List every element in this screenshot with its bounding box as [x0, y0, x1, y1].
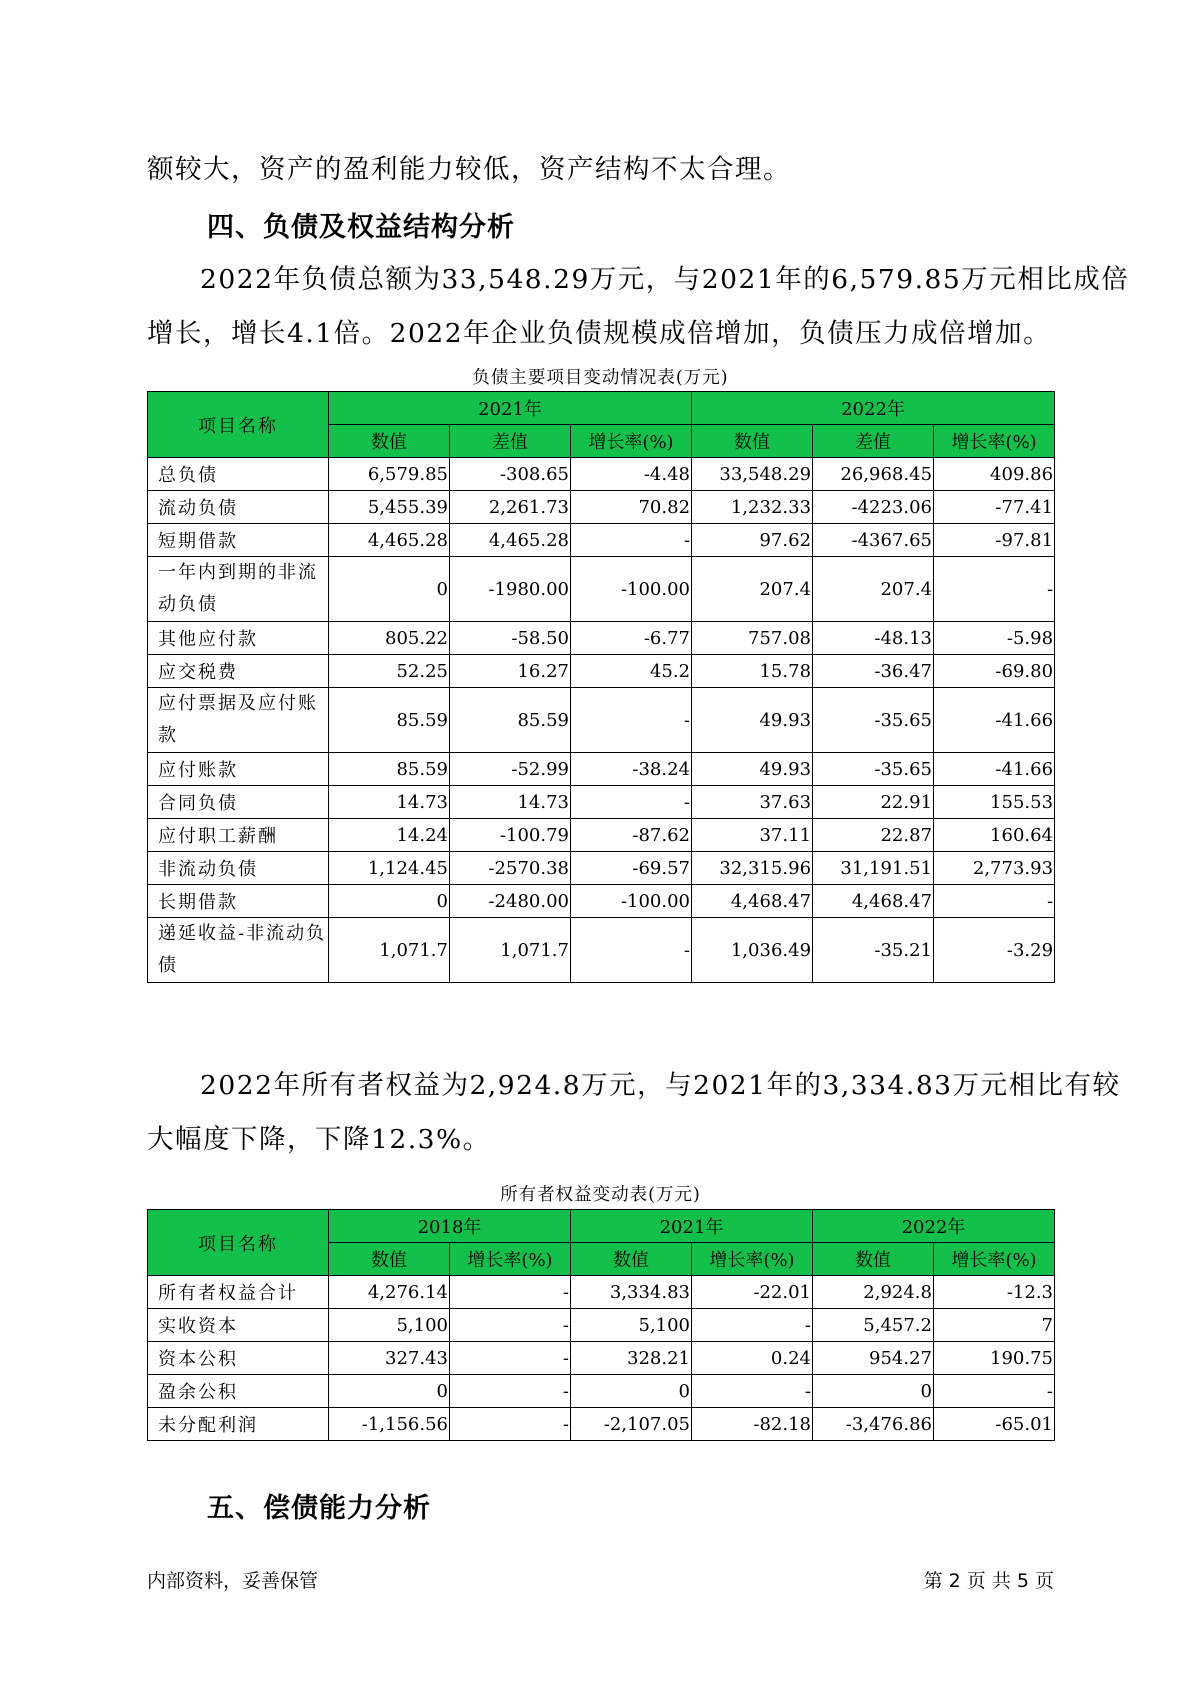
cell-rate: -	[692, 1309, 813, 1342]
cell-value: 6,579.85	[329, 458, 450, 491]
cell-diff: -48.13	[813, 622, 934, 655]
column-header-item: 项目名称	[148, 392, 329, 458]
cell-value: 327.43	[329, 1342, 450, 1375]
column-header-year-2018: 2018年	[329, 1210, 571, 1243]
cell-value: -2,107.05	[571, 1408, 692, 1441]
column-header-value: 数值	[329, 425, 450, 458]
cell-rate: -12.3	[934, 1276, 1055, 1309]
table-row	[148, 557, 1055, 622]
table-row	[148, 491, 1055, 524]
cell-diff: 14.73	[450, 786, 571, 819]
cell-diff: -58.50	[450, 622, 571, 655]
cell-rate: -87.62	[571, 819, 692, 852]
cell-rate: 160.64	[934, 819, 1055, 852]
cell-diff: -2570.38	[450, 852, 571, 885]
column-header-year-2021: 2021年	[571, 1210, 813, 1243]
cell-value: 37.11	[692, 819, 813, 852]
row-label: 流动负债	[148, 491, 329, 524]
column-header-year-2021: 2021年	[329, 392, 692, 425]
cell-value: 1,036.49	[692, 918, 813, 983]
table-row	[148, 622, 1055, 655]
row-label: 其他应付款	[148, 622, 329, 655]
row-label: 盈余公积	[148, 1375, 329, 1408]
cell-value: 0	[813, 1375, 934, 1408]
cell-rate: -65.01	[934, 1408, 1055, 1441]
cell-diff: 1,071.7	[450, 918, 571, 983]
row-label: 资本公积	[148, 1342, 329, 1375]
cell-value: 1,124.45	[329, 852, 450, 885]
column-header-rate: 增长率(%)	[934, 425, 1055, 458]
equity-table-caption: 所有者权益变动表(万元)	[500, 1185, 701, 1205]
cell-value: -3,476.86	[813, 1408, 934, 1441]
cell-rate: -	[934, 557, 1055, 622]
row-label: 应交税费	[148, 655, 329, 688]
cell-rate: -41.66	[934, 753, 1055, 786]
cell-rate: -5.98	[934, 622, 1055, 655]
section-heading-solvency: 五、偿债能力分析	[207, 1493, 431, 1524]
cell-rate: -100.00	[571, 557, 692, 622]
cell-value: 0	[571, 1375, 692, 1408]
cell-value: 757.08	[692, 622, 813, 655]
column-header-rate: 增长率(%)	[450, 1243, 571, 1276]
cell-rate: -	[571, 524, 692, 557]
cell-value: 85.59	[329, 753, 450, 786]
cell-value: 805.22	[329, 622, 450, 655]
cell-rate: -97.81	[934, 524, 1055, 557]
column-header-diff: 差值	[450, 425, 571, 458]
cell-value: 97.62	[692, 524, 813, 557]
cell-diff: -4223.06	[813, 491, 934, 524]
row-label: 一年内到期的非流动负债	[148, 557, 329, 622]
table-row	[148, 852, 1055, 885]
cell-diff: -52.99	[450, 753, 571, 786]
cell-value: 5,100	[571, 1309, 692, 1342]
table-row	[148, 688, 1055, 753]
row-label: 合同负债	[148, 786, 329, 819]
row-label: 短期借款	[148, 524, 329, 557]
cell-diff: 85.59	[450, 688, 571, 753]
cell-rate: 2,773.93	[934, 852, 1055, 885]
table-row	[148, 819, 1055, 852]
equity-paragraph-line-1: 2022年所有者权益为2,924.8万元，与2021年的3,334.83万元相比有较	[200, 1070, 1121, 1101]
cell-rate: 155.53	[934, 786, 1055, 819]
cell-diff: -36.47	[813, 655, 934, 688]
table-row	[148, 524, 1055, 557]
table-row	[148, 458, 1055, 491]
cell-rate: -3.29	[934, 918, 1055, 983]
cell-value: 954.27	[813, 1342, 934, 1375]
cell-rate: -	[692, 1375, 813, 1408]
table-row	[148, 918, 1055, 983]
cell-value: 5,100	[329, 1309, 450, 1342]
cell-rate: 45.2	[571, 655, 692, 688]
cell-diff: -2480.00	[450, 885, 571, 918]
cell-rate: -38.24	[571, 753, 692, 786]
cell-diff: -4367.65	[813, 524, 934, 557]
cell-value: 5,457.2	[813, 1309, 934, 1342]
cell-value: 328.21	[571, 1342, 692, 1375]
cell-rate: 0.24	[692, 1342, 813, 1375]
liability-table	[147, 391, 1055, 983]
cell-value: 1,071.7	[329, 918, 450, 983]
column-header-rate: 增长率(%)	[692, 1243, 813, 1276]
cell-rate: -	[450, 1276, 571, 1309]
cell-rate: -4.48	[571, 458, 692, 491]
table-row	[148, 885, 1055, 918]
cell-rate: -69.57	[571, 852, 692, 885]
column-header-value: 数值	[692, 425, 813, 458]
cell-diff: 26,968.45	[813, 458, 934, 491]
column-header-value: 数值	[571, 1243, 692, 1276]
cell-diff: 4,465.28	[450, 524, 571, 557]
row-label: 应付职工薪酬	[148, 819, 329, 852]
cell-value: 207.4	[692, 557, 813, 622]
cell-value: 1,232.33	[692, 491, 813, 524]
row-label: 非流动负债	[148, 852, 329, 885]
cell-value: 2,924.8	[813, 1276, 934, 1309]
cell-value: 15.78	[692, 655, 813, 688]
cell-diff: -308.65	[450, 458, 571, 491]
cell-rate: -	[450, 1408, 571, 1441]
cell-rate: -41.66	[934, 688, 1055, 753]
table-row	[148, 655, 1055, 688]
cell-rate: -22.01	[692, 1276, 813, 1309]
cell-value: 4,465.28	[329, 524, 450, 557]
cell-diff: -35.21	[813, 918, 934, 983]
cell-diff: -35.65	[813, 688, 934, 753]
column-header-year-2022: 2022年	[813, 1210, 1055, 1243]
cell-rate: 70.82	[571, 491, 692, 524]
cell-diff: 22.87	[813, 819, 934, 852]
cell-rate: -	[571, 918, 692, 983]
cell-value: 14.24	[329, 819, 450, 852]
cell-diff: -35.65	[813, 753, 934, 786]
column-header-diff: 差值	[813, 425, 934, 458]
intro-paragraph-line: 额较大，资产的盈利能力较低，资产结构不太合理。	[147, 154, 791, 185]
cell-rate: -	[450, 1309, 571, 1342]
liability-paragraph-line-1: 2022年负债总额为33,548.29万元，与2021年的6,579.85万元相比成倍	[200, 264, 1130, 295]
cell-rate: -69.80	[934, 655, 1055, 688]
cell-rate: 7	[934, 1309, 1055, 1342]
row-label: 应付票据及应付账款	[148, 688, 329, 753]
cell-diff: 207.4	[813, 557, 934, 622]
cell-value: 14.73	[329, 786, 450, 819]
column-header-rate: 增长率(%)	[571, 425, 692, 458]
cell-value: 52.25	[329, 655, 450, 688]
row-label: 递延收益-非流动负债	[148, 918, 329, 983]
table-row	[148, 1375, 1055, 1408]
column-header-rate: 增长率(%)	[934, 1243, 1055, 1276]
cell-value: 37.63	[692, 786, 813, 819]
equity-table	[147, 1209, 1055, 1441]
cell-value: 3,334.83	[571, 1276, 692, 1309]
cell-diff: -100.79	[450, 819, 571, 852]
cell-rate: -6.77	[571, 622, 692, 655]
cell-value: 4,468.47	[692, 885, 813, 918]
row-label: 总负债	[148, 458, 329, 491]
cell-rate: -	[571, 786, 692, 819]
cell-rate: 409.86	[934, 458, 1055, 491]
table-row	[148, 1276, 1055, 1309]
table-row	[148, 1408, 1055, 1441]
cell-diff: 4,468.47	[813, 885, 934, 918]
column-header-value: 数值	[329, 1243, 450, 1276]
table-row	[148, 786, 1055, 819]
cell-value: -1,156.56	[329, 1408, 450, 1441]
cell-rate: 190.75	[934, 1342, 1055, 1375]
cell-rate: -	[450, 1375, 571, 1408]
cell-value: 85.59	[329, 688, 450, 753]
row-label: 所有者权益合计	[148, 1276, 329, 1309]
cell-diff: 22.91	[813, 786, 934, 819]
row-label: 长期借款	[148, 885, 329, 918]
footer-confidential-note: 内部资料，妥善保管	[147, 1570, 319, 1592]
section-heading-liabilities: 四、负债及权益结构分析	[207, 212, 515, 243]
cell-diff: 31,191.51	[813, 852, 934, 885]
column-header-value: 数值	[813, 1243, 934, 1276]
cell-rate: -77.41	[934, 491, 1055, 524]
row-label: 未分配利润	[148, 1408, 329, 1441]
cell-rate: -82.18	[692, 1408, 813, 1441]
table-row	[148, 1342, 1055, 1375]
cell-value: 49.93	[692, 753, 813, 786]
column-header-item: 项目名称	[148, 1210, 329, 1276]
cell-value: 49.93	[692, 688, 813, 753]
cell-value: 32,315.96	[692, 852, 813, 885]
cell-rate: -100.00	[571, 885, 692, 918]
cell-value: 0	[329, 557, 450, 622]
cell-value: 5,455.39	[329, 491, 450, 524]
column-header-year-2022: 2022年	[692, 392, 1055, 425]
row-label: 实收资本	[148, 1309, 329, 1342]
cell-value: 33,548.29	[692, 458, 813, 491]
cell-rate: -	[571, 688, 692, 753]
cell-rate: -	[450, 1342, 571, 1375]
cell-diff: 2,261.73	[450, 491, 571, 524]
cell-diff: -1980.00	[450, 557, 571, 622]
cell-rate: -	[934, 1375, 1055, 1408]
cell-diff: 16.27	[450, 655, 571, 688]
cell-rate: -	[934, 885, 1055, 918]
cell-value: 4,276.14	[329, 1276, 450, 1309]
row-label: 应付账款	[148, 753, 329, 786]
liability-table-caption: 负债主要项目变动情况表(万元)	[472, 368, 729, 388]
table-row	[148, 753, 1055, 786]
footer-page-number: 第 2 页 共 5 页	[923, 1570, 1054, 1592]
cell-value: 0	[329, 1375, 450, 1408]
equity-paragraph-line-2: 大幅度下降，下降12.3%。	[147, 1124, 491, 1155]
liability-paragraph-line-2: 增长，增长4.1倍。2022年企业负债规模成倍增加，负债压力成倍增加。	[147, 318, 1052, 349]
cell-value: 0	[329, 885, 450, 918]
table-row	[148, 1309, 1055, 1342]
